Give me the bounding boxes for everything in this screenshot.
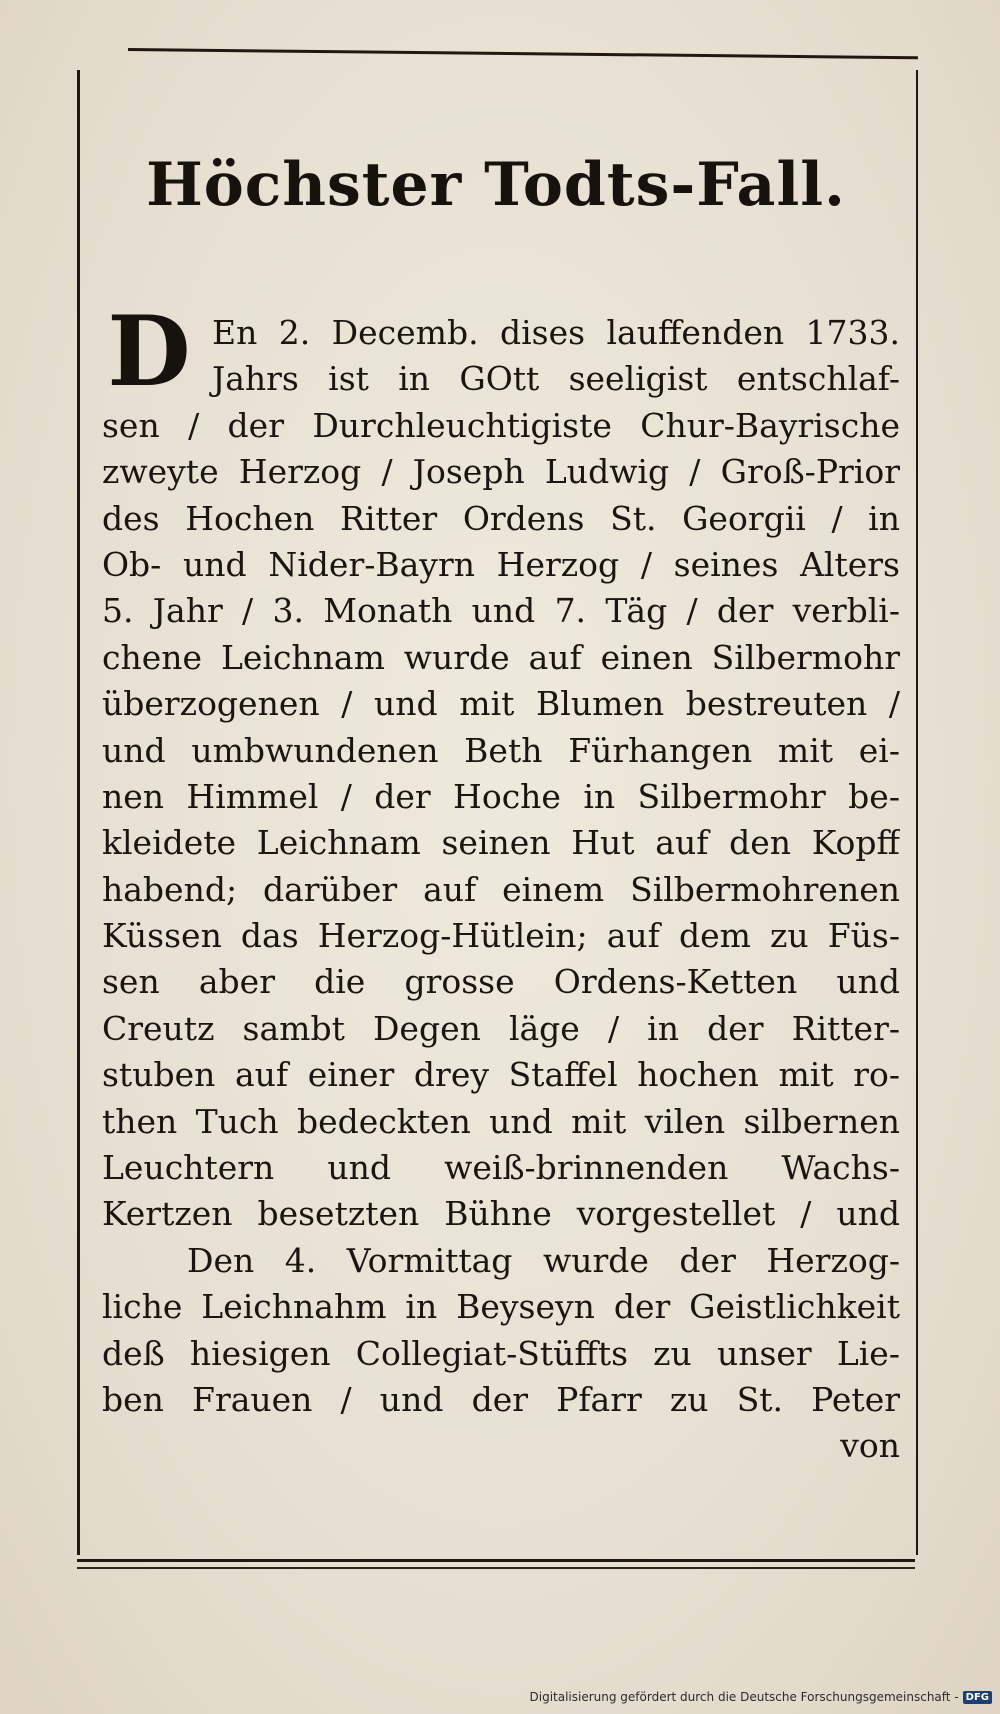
- text-line: Küssen das Herzog-Hütlein; auf dem zu Füs-: [102, 916, 900, 956]
- text-line: und umbwundenen Beth Fürhangen mit ei-: [102, 730, 900, 770]
- text-line: then Tuch bedeckten und mit vilen silbernen: [102, 1101, 900, 1141]
- text-line: liche Leichnahm in Beyseyn der Geistlichkeit: [102, 1287, 900, 1327]
- text-line: kleidete Leichnam seinen Hut auf den Kopff: [102, 823, 900, 863]
- text-line: 5. Jahr / 3. Monath und 7. Täg / der verbli-: [102, 591, 900, 631]
- text-line: Kertzen besetzten Bühne vorgestellet / und: [102, 1194, 900, 1234]
- text-line: Ob- und Nider-Bayrn Herzog / seines Alters: [102, 544, 900, 584]
- text-line: stuben auf einer drey Staffel hochen mit ro-: [102, 1055, 900, 1095]
- text-line: ben Frauen / und der Pfarr zu St. Peter: [102, 1379, 900, 1419]
- text-line: En 2. Decemb. dises lauffenden 1733.: [212, 313, 900, 352]
- text-line: des Hochen Ritter Ordens St. Georgii / in: [102, 498, 900, 538]
- text-line: Den 4. Vormittag wurde der Herzog-: [187, 1240, 900, 1280]
- bottom-rule: [77, 1559, 915, 1562]
- text-line: zweyte Herzog / Joseph Ludwig / Groß-Prior: [102, 452, 900, 492]
- text-line: deß hiesigen Collegiat-Stüffts zu unser Lie-: [102, 1333, 900, 1373]
- page-title: Höchster Todts-Fall.: [146, 150, 846, 220]
- text-line: überzogenen / und mit Blumen bestreuten /: [102, 684, 900, 724]
- top-rule: [128, 48, 918, 59]
- body-text: [102, 310, 900, 1470]
- credit-text: Digitalisierung gefördert durch die Deutsche Forschungsgemeinschaft -: [529, 1690, 959, 1704]
- text-line: Jahrs ist in GOtt seeligist entschlaf-: [212, 359, 900, 399]
- bottom-rule-secondary: [77, 1567, 915, 1569]
- text-line: Creutz sambt Degen läge / in der Ritter-: [102, 1008, 900, 1048]
- drop-cap-initial: D: [107, 295, 191, 408]
- text-line: sen aber die grosse Ordens-Ketten und: [102, 962, 900, 1002]
- text-line: nen Himmel / der Hoche in Silbermohr be-: [102, 776, 900, 816]
- catchword: von: [840, 1426, 900, 1466]
- text-line: chene Leichnam wurde auf einen Silbermohr: [102, 637, 900, 677]
- text-line: habend; darüber auf einem Silbermohrenen: [102, 869, 900, 909]
- digitization-credit: [530, 1690, 993, 1704]
- text-line: Leuchtern und weiß-brinnenden Wachs-: [102, 1148, 900, 1188]
- text-line: sen / der Durchleuchtigiste Chur-Bayrische: [102, 405, 900, 445]
- dfg-logo: DFG: [963, 1691, 992, 1704]
